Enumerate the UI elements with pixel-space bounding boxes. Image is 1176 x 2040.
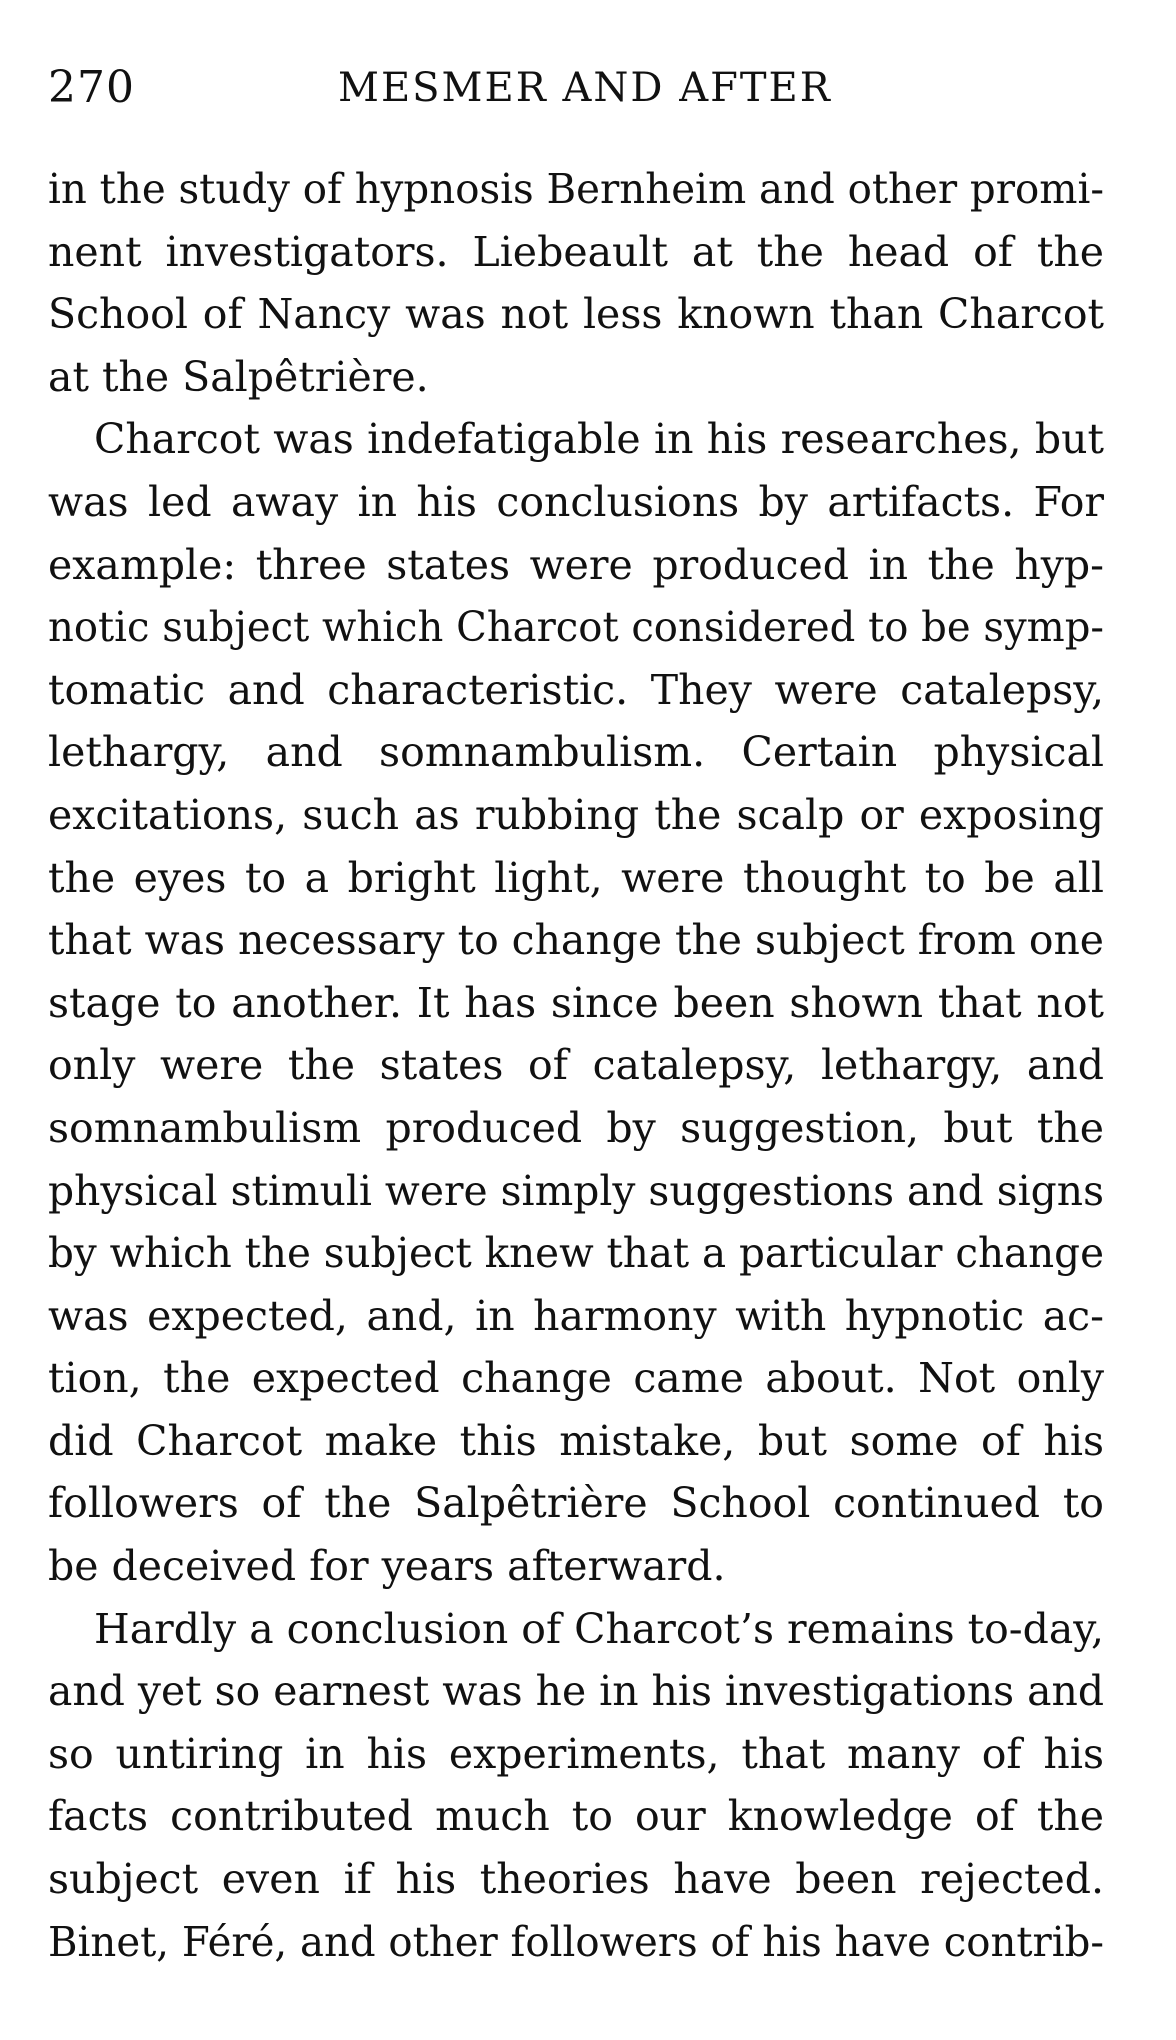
text-line: nent investigators. Liebeault at the head of the xyxy=(48,227,1104,276)
body-text xyxy=(48,158,1104,1973)
text-line: notic subject which Charcot considered to be symp- xyxy=(48,603,1104,652)
text-line: somnambulism produced by suggestion, but the xyxy=(48,1103,1104,1152)
text-line: physical stimuli were simply suggestions and signs xyxy=(48,1166,1104,1215)
text-line: example: three states were produced in the hyp- xyxy=(48,540,1104,589)
text-line: Hardly a conclusion of Charcot’s remains to-day, xyxy=(94,1604,1104,1653)
text-line: Binet, Féré, and other followers of his have contrib- xyxy=(48,1917,1104,1966)
text-line: did Charcot make this mistake, but some of his xyxy=(48,1416,1104,1465)
text-line: the eyes to a bright light, were thought to be all xyxy=(48,853,1104,902)
text-line: by which the subject knew that a particular change xyxy=(48,1229,1104,1278)
text-line: School of Nancy was not less known than Charcot xyxy=(48,290,1104,339)
text-line: Charcot was indefatigable in his researches, but xyxy=(94,415,1104,464)
text-line: subject even if his theories have been rejected. xyxy=(48,1855,1104,1904)
text-line: lethargy, and somnambulism. Certain physical xyxy=(48,728,1104,777)
text-line: excitations, such as rubbing the scalp or exposing xyxy=(48,790,1104,839)
text-line: tomatic and characteristic. They were catalepsy, xyxy=(48,665,1104,714)
running-title: MESMER AND AFTER xyxy=(338,65,832,111)
text-line: and yet so earnest was he in his investigations and xyxy=(48,1667,1104,1716)
text-line: be deceived for years afterward. xyxy=(48,1542,726,1591)
running-head xyxy=(48,58,1100,118)
text-line: was expected, and, in harmony with hypnotic ac- xyxy=(48,1291,1104,1340)
text-line: facts contributed much to our knowledge of the xyxy=(48,1792,1104,1841)
text-line: was led away in his conclusions by artifacts. For xyxy=(48,477,1104,526)
page-number: 270 xyxy=(48,62,135,113)
text-line: followers of the Salpêtrière School continued to xyxy=(48,1479,1104,1528)
text-line: so untiring in his experiments, that many of his xyxy=(48,1729,1104,1778)
text-line: in the study of hypnosis Bernheim and other promi- xyxy=(48,165,1104,213)
text-line: that was necessary to change the subject from one xyxy=(48,916,1104,965)
text-line: stage to another. It has since been shown that not xyxy=(48,978,1104,1027)
text-line: at the Salpêtrière. xyxy=(48,352,429,401)
text-line: tion, the expected change came about. Not only xyxy=(48,1354,1104,1403)
text-line: only were the states of catalepsy, lethargy, and xyxy=(48,1041,1104,1090)
